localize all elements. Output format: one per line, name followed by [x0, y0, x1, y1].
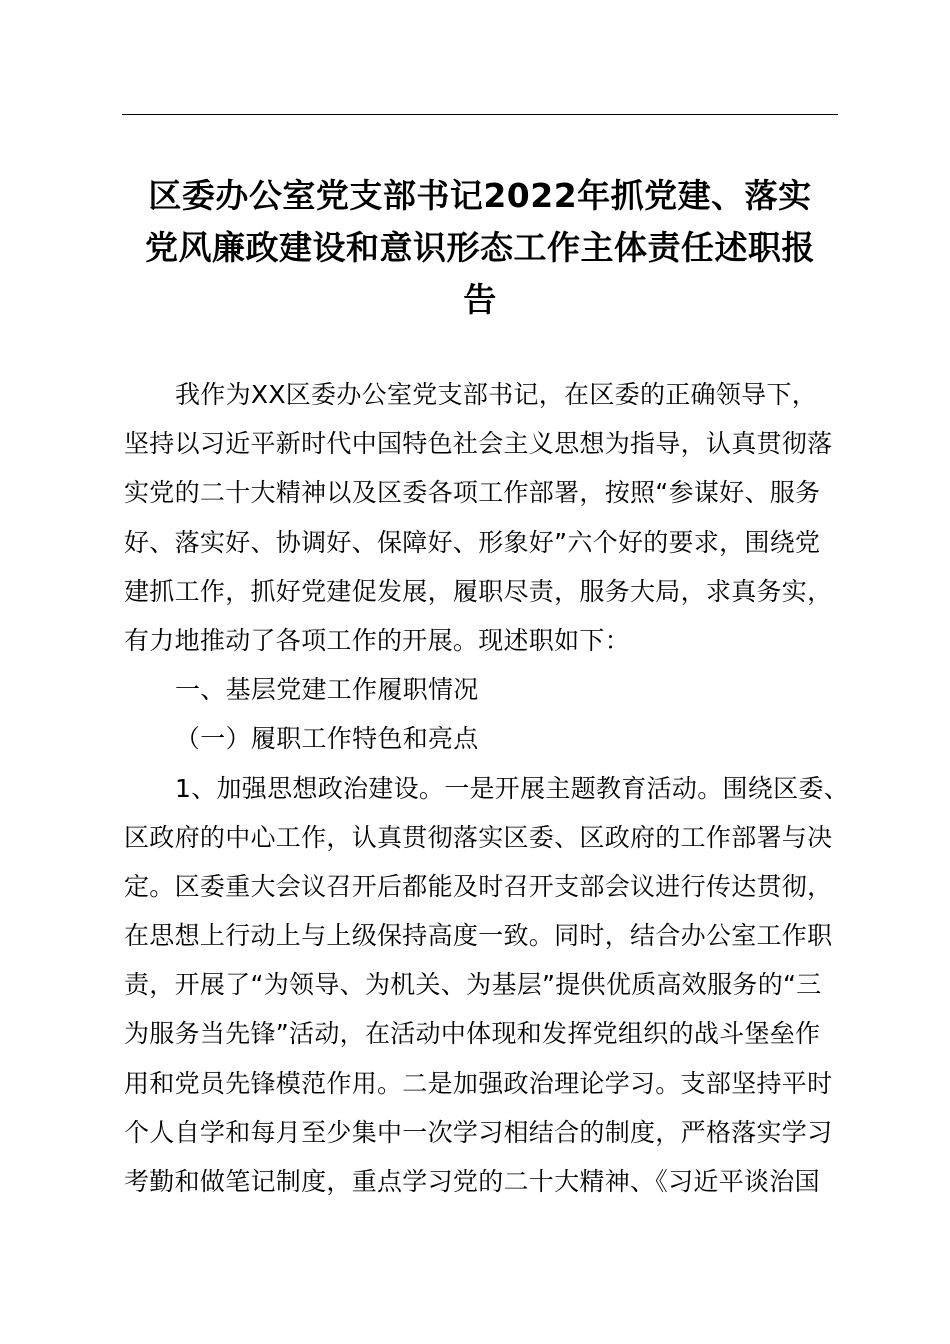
body-line: 好、落实好、协调好、保障好、形象好”六个好的要求，围绕党	[124, 527, 821, 557]
body-line: 实党的二十大精神以及区委各项工作部署，按照“参谋好、服务	[124, 478, 821, 508]
title-line: 区委办公室党支部书记2022年抓党建、落实	[148, 176, 812, 215]
body-line: 为服务当先锋”活动，在活动中体现和发挥党组织的战斗堡垒作	[124, 1019, 821, 1049]
body-line: 定。区委重大会议召开后都能及时召开支部会议进行传达贯彻，	[124, 871, 833, 901]
header-rule	[122, 114, 838, 115]
body-line: 责，开展了“为领导、为机关、为基层”提供优质高效服务的“三	[124, 970, 822, 1000]
title-line: 党风廉政建设和意识形态工作主体责任述职报	[145, 228, 815, 267]
body-line: 区政府的中心工作，认真贯彻落实区委、区政府的工作部署与决	[124, 822, 833, 852]
body-line: 坚持以习近平新时代中国特色社会主义思想为指导，认真贯彻落	[124, 429, 833, 459]
body-line: 用和党员先锋模范作用。二是加强政治理论学习。支部坚持平时	[124, 1068, 833, 1098]
body-line: 1、加强思想政治建设。一是开展主题教育活动。围绕区委、	[175, 773, 850, 803]
body-line: 建抓工作，抓好党建促发展，履职尽责，服务大局，求真务实，	[124, 576, 833, 606]
body-line: 我作为XX区委办公室党支部书记，在区委的正确领导下，	[175, 380, 818, 409]
body-line: 有力地推动了各项工作的开展。现述职如下：	[124, 625, 631, 655]
document-title	[122, 170, 838, 326]
body-line: 个人自学和每月至少集中一次学习相结合的制度，严格落实学习	[124, 1117, 833, 1147]
body-line: （一）履职工作特色和亮点	[175, 724, 479, 754]
title-line: 告	[463, 280, 497, 319]
body-line: 考勤和做笔记制度，重点学习党的二十大精神、《习近平谈治国	[124, 1167, 820, 1196]
document-body	[124, 370, 850, 1206]
body-line: 在思想上行动上与上级保持高度一致。同时，结合办公室工作职	[124, 921, 833, 951]
body-line: 一、基层党建工作履职情况	[175, 675, 479, 705]
